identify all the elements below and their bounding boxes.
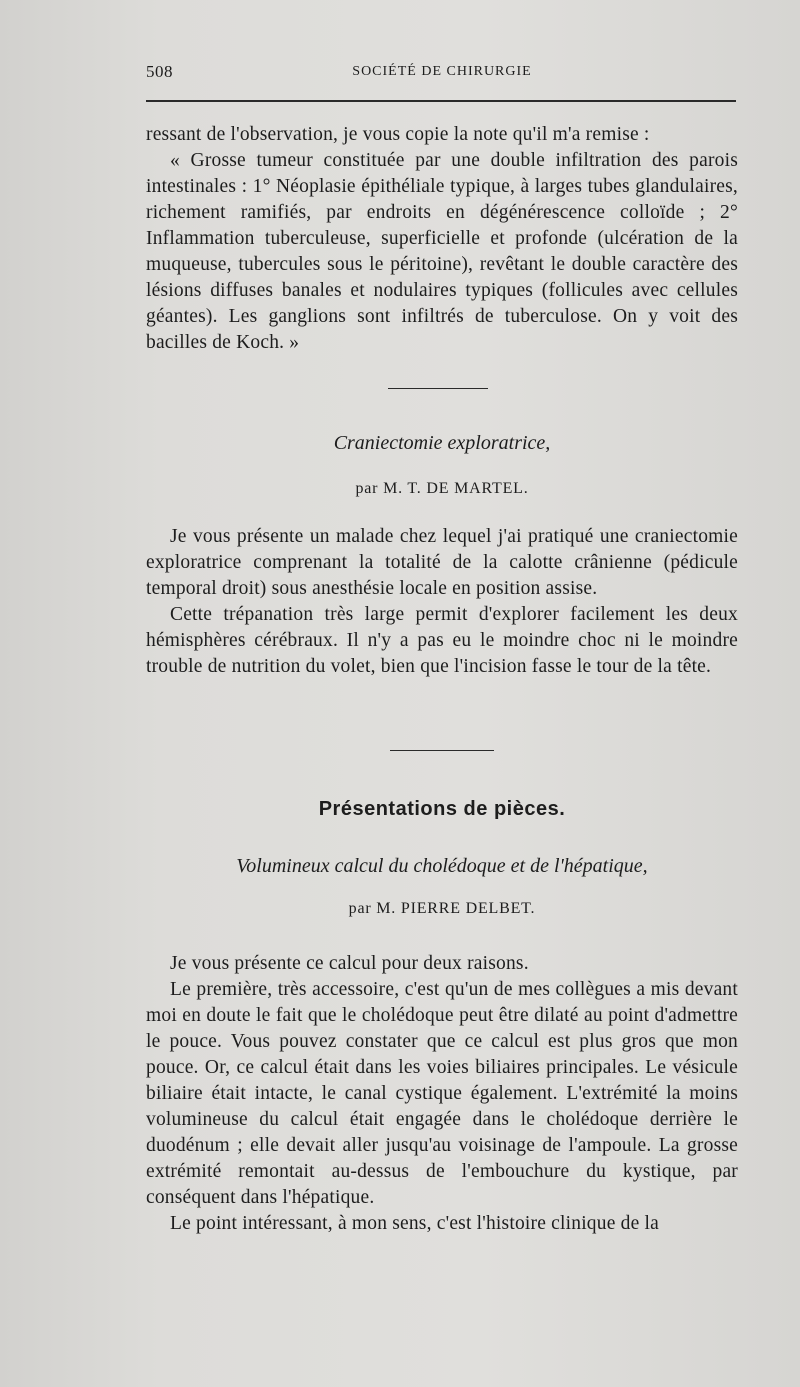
header-rule [146, 100, 736, 102]
section-separator [388, 388, 488, 389]
paragraph: Cette trépanation très large permit d'explorer facilement les deux hémisphères cérébraux. Il n'y a pas eu le moindre choc ni le moindre trouble de nutrition du volet, bien que l'incision fasse le tour de la tête. [146, 604, 738, 677]
paragraph: Je vous présente ce calcul pour deux raisons. [170, 953, 529, 974]
article-body [146, 951, 738, 1237]
observation-block [146, 122, 738, 356]
section-heading: Présentations de pièces. [318, 798, 566, 820]
article-title: Volumineux calcul du cholédoque et de l'hépatique, [236, 855, 648, 877]
article-body [146, 524, 738, 680]
running-title: SOCIÉTÉ DE CHIRURGIE [352, 64, 532, 79]
paragraph: Je vous présente un malade chez lequel j'ai pratiqué une craniectomie exploratrice comprenant la totalité de la calotte crânienne (pédicule temporal droit) sous anesthésie locale en position assise. [146, 526, 738, 599]
paragraph: Le point intéressant, à mon sens, c'est l'histoire clinique de la [170, 1213, 659, 1234]
paragraph: ressant de l'observation, je vous copie la note qu'il m'a remise : [146, 124, 650, 145]
article-title: Craniectomie exploratrice, [333, 432, 551, 454]
article-byline: par M. PIERRE DELBET. [348, 900, 536, 917]
quoted-note: « Grosse tumeur constituée par une double infiltration des parois intestinales : 1° Néoplasie épithéliale typique, à larges tubes glandulaires, richement ramifiés, par endroits en dégénérescence colloïde ; 2° Inflammation tuberculeuse, superficielle et profonde (ulcération de la muqueuse, tubercules sous le péritoine), revêtant le double caractère des lésions diffuses banales et nodulaires typiques (follicules avec cellules géantes). Les ganglions sont infiltrés de tuberculose. On y voit des bacilles de Koch. » [146, 150, 738, 353]
page-header [146, 62, 738, 86]
page-number: 508 [146, 62, 173, 81]
paragraph: Le première, très accessoire, c'est qu'un de mes collègues a mis devant moi en doute le fait que le cholédoque peut être dilaté au point d'admettre le pouce. Vous pouvez constater que ce calcul est plus gros que mon pouce. Or, ce calcul était dans les voies biliaires principales. Le vésicule biliaire était intacte, le canal cystique également. L'extrémité la moins volumineuse du calcul était engagée dans le cholédoque derrière le duodénum ; elle devait aller jusqu'au voisinage de l'ampoule. La grosse extrémité remontait au-dessus de l'embouchure du kystique, par conséquent dans l'hépatique. [146, 979, 738, 1208]
section-separator [390, 750, 494, 751]
article-byline: par M. T. DE MARTEL. [355, 480, 529, 497]
